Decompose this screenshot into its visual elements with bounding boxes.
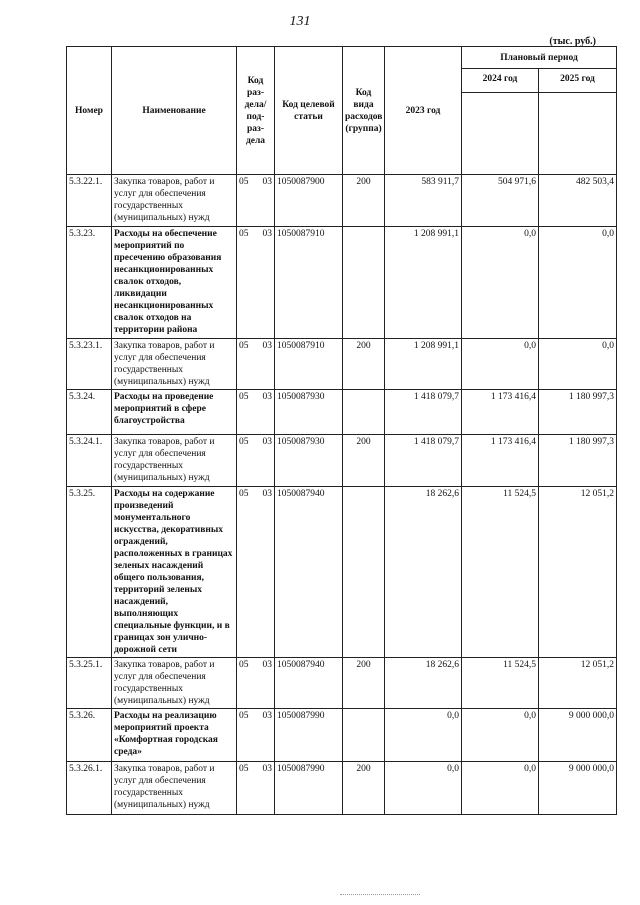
row-name: Расходы на проведение мероприятий в сфере благоустройства — [112, 390, 237, 435]
row-expense-code — [343, 227, 385, 339]
row-amount-2025: 12 051,2 — [539, 487, 617, 658]
row-amount-2025: 9 000 000,0 — [539, 709, 617, 762]
row-name: Расходы на реализацию мероприятий проекта «Комфортная городская среда» — [112, 709, 237, 762]
row-amount-2023: 1 208 991,1 — [385, 227, 462, 339]
row-amount-2024: 0,0 — [462, 762, 539, 815]
row-target-code: 1050087930 — [275, 435, 343, 487]
footer-mark — [340, 894, 420, 898]
row-expense-code — [343, 709, 385, 762]
row-target-code: 1050087940 — [275, 658, 343, 709]
row-expense-code: 200 — [343, 658, 385, 709]
row-number: 5.3.26. — [67, 709, 112, 762]
row-amount-2023: 1 418 079,7 — [385, 435, 462, 487]
header-target-code: Код целевой статьи — [275, 47, 343, 175]
row-expense-code: 200 — [343, 175, 385, 227]
table-row — [67, 762, 617, 815]
row-amount-2025: 0,0 — [539, 227, 617, 339]
row-expense-code — [343, 487, 385, 658]
budget-table — [66, 46, 617, 815]
row-section: 05 — [237, 175, 255, 227]
row-section: 05 — [237, 390, 255, 435]
row-name: Закупка товаров, работ и услуг для обеспечения государственных (муниципальных) нужд — [112, 658, 237, 709]
header-2025-spacer — [539, 93, 617, 175]
table-row — [67, 709, 617, 762]
row-name: Расходы на обеспечение мероприятий по пресечению образования несанкционированных свалок отходов, ликвидации несанкционированных свалок отходов на территории района — [112, 227, 237, 339]
row-section: 05 — [237, 762, 255, 815]
row-expense-code: 200 — [343, 435, 385, 487]
row-amount-2023: 1 418 079,7 — [385, 390, 462, 435]
row-section: 05 — [237, 658, 255, 709]
table-row — [67, 435, 617, 487]
table-row — [67, 339, 617, 390]
row-amount-2023: 1 208 991,1 — [385, 339, 462, 390]
row-amount-2025: 12 051,2 — [539, 658, 617, 709]
row-subsection: 03 — [255, 709, 275, 762]
row-subsection: 03 — [255, 339, 275, 390]
row-expense-code: 200 — [343, 339, 385, 390]
table-row — [67, 227, 617, 339]
header-expense-code: Код вида расходов (группа) — [343, 47, 385, 175]
row-target-code: 1050087990 — [275, 762, 343, 815]
row-name: Закупка товаров, работ и услуг для обеспечения государственных (муниципальных) нужд — [112, 339, 237, 390]
row-amount-2024: 504 971,6 — [462, 175, 539, 227]
row-amount-2025: 1 180 997,3 — [539, 435, 617, 487]
row-number: 5.3.25.1. — [67, 658, 112, 709]
table-row — [67, 390, 617, 435]
row-amount-2025: 1 180 997,3 — [539, 390, 617, 435]
row-amount-2024: 0,0 — [462, 339, 539, 390]
row-amount-2023: 0,0 — [385, 762, 462, 815]
row-amount-2023: 0,0 — [385, 709, 462, 762]
row-target-code: 1050087910 — [275, 227, 343, 339]
row-amount-2024: 1 173 416,4 — [462, 435, 539, 487]
row-section: 05 — [237, 487, 255, 658]
row-amount-2025: 482 503,4 — [539, 175, 617, 227]
row-name: Закупка товаров, работ и услуг для обеспечения государственных (муниципальных) нужд — [112, 435, 237, 487]
row-name: Закупка товаров, работ и услуг для обеспечения государственных (муниципальных) нужд — [112, 762, 237, 815]
row-subsection: 03 — [255, 227, 275, 339]
row-subsection: 03 — [255, 658, 275, 709]
row-number: 5.3.22.1. — [67, 175, 112, 227]
row-number: 5.3.24.1. — [67, 435, 112, 487]
row-amount-2023: 583 911,7 — [385, 175, 462, 227]
header-2025: 2025 год — [539, 69, 617, 93]
row-section: 05 — [237, 339, 255, 390]
row-subsection: 03 — [255, 175, 275, 227]
row-target-code: 1050087930 — [275, 390, 343, 435]
row-subsection: 03 — [255, 435, 275, 487]
row-number: 5.3.23.1. — [67, 339, 112, 390]
row-section: 05 — [237, 435, 255, 487]
row-amount-2025: 9 000 000,0 — [539, 762, 617, 815]
row-amount-2023: 18 262,6 — [385, 658, 462, 709]
units-label: (тыс. руб.) — [549, 36, 596, 47]
row-amount-2024: 0,0 — [462, 227, 539, 339]
row-name: Расходы на содержание произведений монументального искусства, декоративных ограждений, расположенных в границах зеленых насаждений общего пользования, территорий зеленых насаждений, выполняющих специальные функции, и в границах зон улично-дорожной сети — [112, 487, 237, 658]
row-subsection: 03 — [255, 762, 275, 815]
table-row — [67, 487, 617, 658]
row-number: 5.3.25. — [67, 487, 112, 658]
row-number: 5.3.23. — [67, 227, 112, 339]
row-target-code: 1050087940 — [275, 487, 343, 658]
row-target-code: 1050087990 — [275, 709, 343, 762]
header-2024: 2024 год — [462, 69, 539, 93]
page-number: 131 — [289, 14, 311, 29]
header-plan-period: Плановый период — [462, 47, 617, 69]
header-name: Наименование — [112, 47, 237, 175]
table-row — [67, 658, 617, 709]
row-amount-2025: 0,0 — [539, 339, 617, 390]
row-expense-code — [343, 390, 385, 435]
row-target-code: 1050087900 — [275, 175, 343, 227]
table-body — [67, 175, 617, 815]
row-amount-2024: 11 524,5 — [462, 487, 539, 658]
row-amount-2023: 18 262,6 — [385, 487, 462, 658]
row-name: Закупка товаров, работ и услуг для обеспечения государственных (муниципальных) нужд — [112, 175, 237, 227]
row-section: 05 — [237, 227, 255, 339]
table-row — [67, 175, 617, 227]
header-number: Номер — [67, 47, 112, 175]
row-section: 05 — [237, 709, 255, 762]
row-number: 5.3.24. — [67, 390, 112, 435]
row-number: 5.3.26.1. — [67, 762, 112, 815]
row-expense-code: 200 — [343, 762, 385, 815]
row-subsection: 03 — [255, 487, 275, 658]
row-amount-2024: 11 524,5 — [462, 658, 539, 709]
header-section-code: Код раз- дела/ под- раз- дела — [237, 47, 275, 175]
header-2023: 2023 год — [385, 47, 462, 175]
row-amount-2024: 0,0 — [462, 709, 539, 762]
header-2024-spacer — [462, 93, 539, 175]
row-target-code: 1050087910 — [275, 339, 343, 390]
row-subsection: 03 — [255, 390, 275, 435]
row-amount-2024: 1 173 416,4 — [462, 390, 539, 435]
